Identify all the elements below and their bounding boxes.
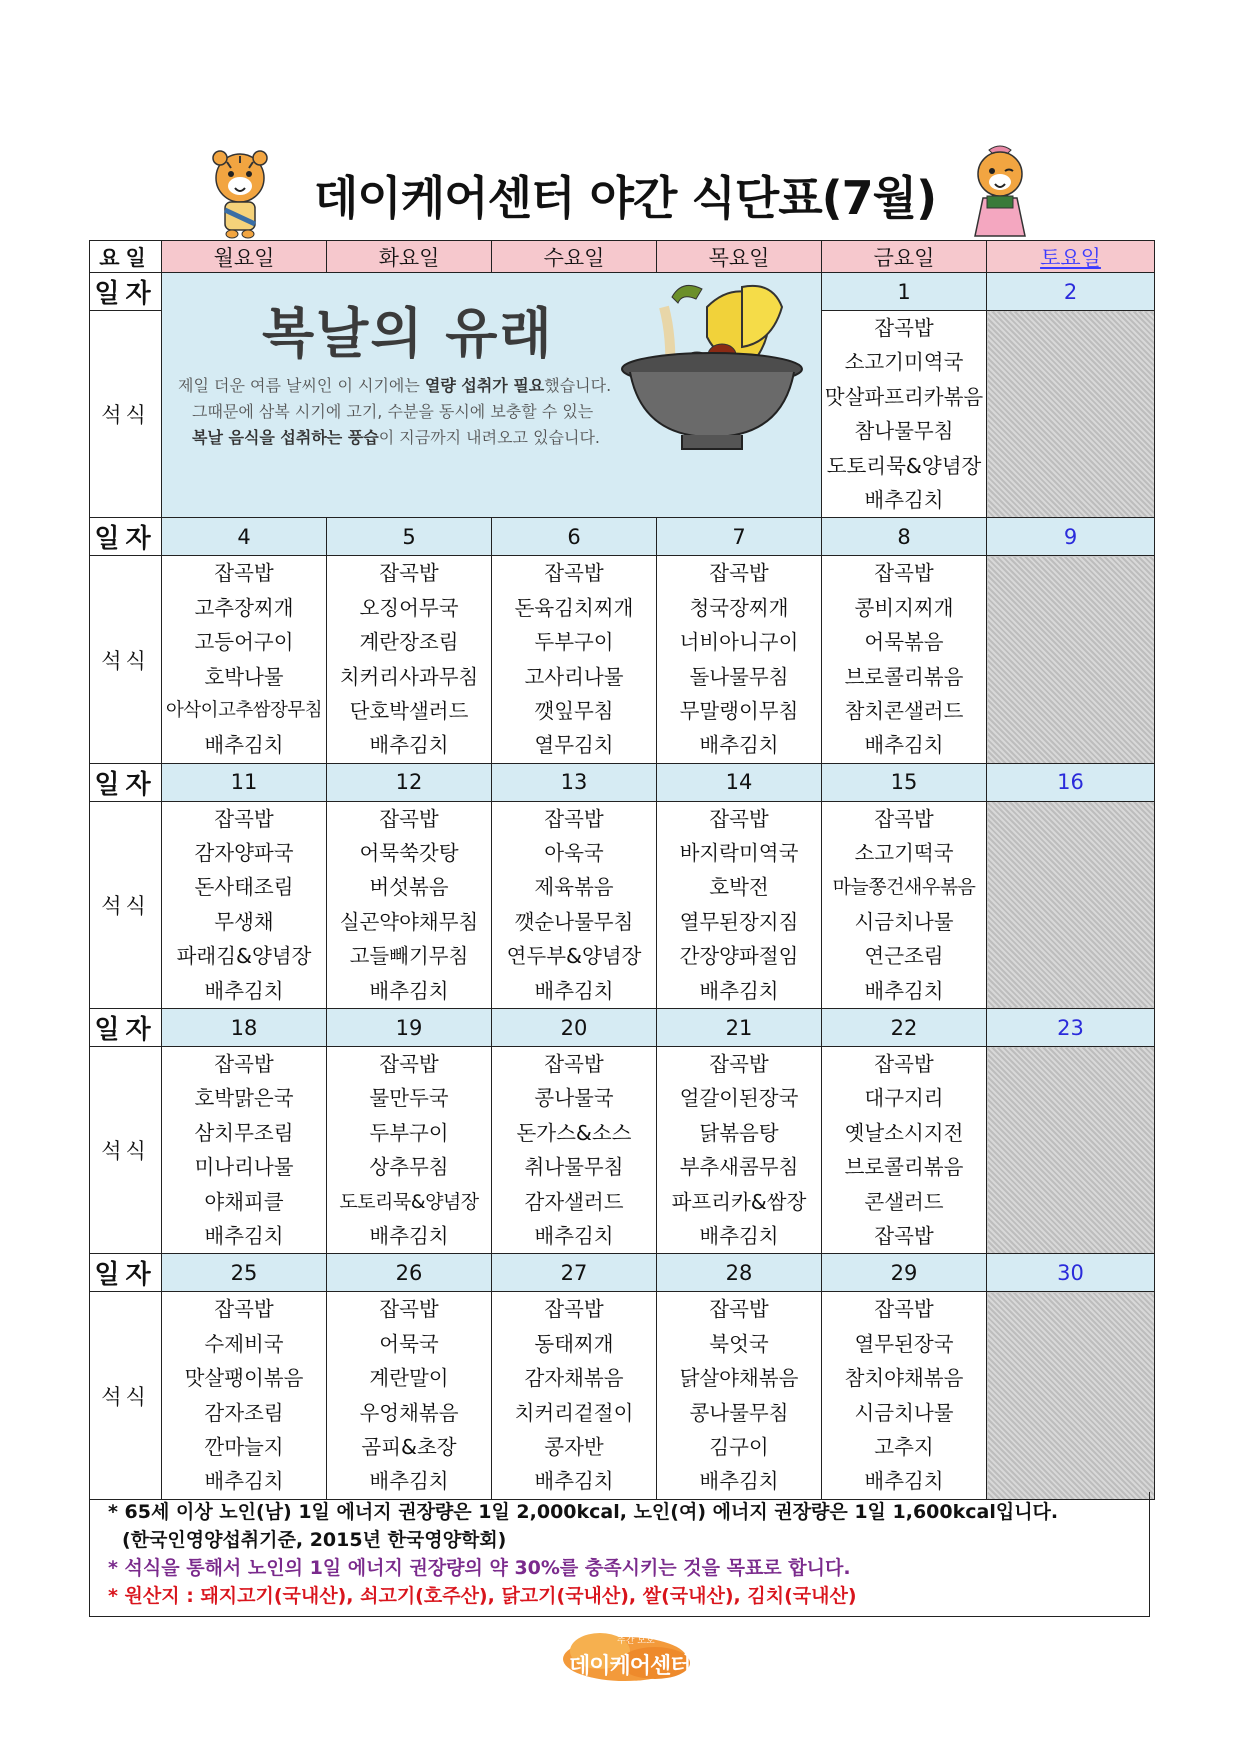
menu-item: 깻잎무침 (534, 698, 614, 723)
date-label: 일자 (90, 518, 162, 556)
date-cell: 8 (822, 518, 987, 556)
menu-item: 오징어무국 (359, 595, 459, 620)
menu-item: 콩비지찌개 (854, 595, 954, 620)
menu-item: 간장양파절임 (679, 944, 799, 969)
menu-item: 김구이 (709, 1434, 769, 1459)
menu-item: 무말랭이무침 (679, 698, 799, 723)
menu-item: 잡곡밥 (874, 806, 934, 831)
banner-line-2: 그때문에 삼복 시기에 고기, 수분을 동시에 보충할 수 있는 (192, 402, 594, 421)
meal-cell (822, 556, 987, 763)
date-cell-saturday: 2 (987, 273, 1155, 311)
meal-cell (822, 1292, 987, 1499)
menu-item: 배추김치 (369, 978, 449, 1003)
menu-item: 배추김치 (864, 733, 944, 758)
boknal-banner (162, 273, 822, 518)
menu-item: 잡곡밥 (874, 316, 934, 340)
date-cell: 7 (657, 518, 822, 556)
menu-item: 두부구이 (369, 1120, 449, 1145)
menu-item: 열무된장지짐 (679, 909, 799, 934)
header-saturday-link[interactable]: 토요일 (987, 241, 1155, 273)
menu-item: 배추김치 (204, 1469, 284, 1494)
menu-item: 잡곡밥 (214, 1052, 274, 1077)
meal-cell (327, 1047, 492, 1254)
menu-item: 소고기미역국 (844, 350, 964, 375)
menu-item: 수제비국 (204, 1331, 284, 1356)
menu-item: 브로콜리볶음 (844, 1155, 964, 1180)
menu-item: 잡곡밥 (709, 1297, 769, 1322)
menu-item: 치커리겉절이 (514, 1400, 634, 1425)
date-cell: 15 (822, 763, 987, 801)
menu-item: 콩자반 (544, 1434, 604, 1459)
date-cell: 27 (492, 1254, 657, 1292)
menu-item: 북엇국 (709, 1331, 769, 1356)
saturday-empty-cell (987, 311, 1155, 518)
menu-item: 파프리카&쌈장 (671, 1189, 807, 1214)
menu-item: 호박나물 (204, 664, 284, 689)
meal-cell (657, 1047, 822, 1254)
menu-item: 고추지 (874, 1434, 934, 1459)
menu-item: 소고기떡국 (854, 841, 954, 866)
menu-item: 연두부&양념장 (506, 944, 642, 969)
menu-item: 바지락미역국 (679, 841, 799, 866)
meal-label: 석식 (90, 1292, 162, 1499)
tiger-mascot-icon (205, 150, 275, 240)
menu-item: 잡곡밥 (874, 561, 934, 586)
page-title: 데이케어센터 야간 식단표(7월) (313, 171, 937, 225)
date-row (90, 273, 1155, 311)
note-origin: * 원산지 : 돼지고기(국내산), 쇠고기(호주산), 닭고기(국내산), 쌀(국내산), 김치(국내산) (108, 1585, 857, 1607)
date-cell: 11 (162, 763, 327, 801)
menu-item: 깐마늘지 (204, 1434, 284, 1459)
menu-item: 단호박샐러드 (349, 698, 469, 723)
date-cell-saturday: 23 (987, 1009, 1155, 1047)
menu-item: 물만두국 (369, 1086, 449, 1111)
date-cell: 12 (327, 763, 492, 801)
header-monday: 월요일 (162, 241, 327, 273)
date-cell: 13 (492, 763, 657, 801)
date-cell: 29 (822, 1254, 987, 1292)
header-thursday: 목요일 (657, 241, 822, 273)
meal-label: 석식 (90, 311, 162, 518)
menu-item: 너비아니구이 (679, 630, 799, 655)
menu-item: 도토리묵&양념장 (339, 1190, 479, 1213)
menu-item: 배추김치 (699, 733, 779, 758)
menu-item: 콩나물국 (534, 1086, 614, 1111)
meal-cell (492, 801, 657, 1008)
header-friday: 금요일 (822, 241, 987, 273)
menu-item: 닭살야채볶음 (679, 1366, 799, 1391)
menu-item: 청국장찌개 (689, 595, 789, 620)
menu-item: 깻순나물무침 (514, 909, 634, 934)
menu-item: 얼갈이된장국 (679, 1086, 799, 1111)
meal-cell (657, 801, 822, 1008)
menu-item: 잡곡밥 (544, 1297, 604, 1322)
date-row (90, 1254, 1155, 1292)
date-row (90, 1009, 1155, 1047)
meal-label: 석식 (90, 1047, 162, 1254)
menu-item: 열무된장국 (854, 1331, 954, 1356)
menu-item: 감자샐러드 (524, 1189, 624, 1214)
menu-item: 부추새콤무침 (679, 1155, 799, 1180)
menu-item: 고추장찌개 (194, 595, 294, 620)
meal-cell (657, 1292, 822, 1499)
menu-item: 잡곡밥 (709, 561, 769, 586)
menu-item: 배추김치 (864, 1469, 944, 1494)
menu-item: 돈육김치찌개 (514, 595, 634, 620)
tiger-hanbok-mascot-icon (965, 144, 1035, 240)
menu-item: 잡곡밥 (709, 1052, 769, 1077)
banner-line-1: 제일 더운 여름 날씨인 이 시기에는 열량 섭취가 필요했습니다. (178, 376, 612, 395)
daycare-logo (555, 1625, 705, 1685)
date-cell-saturday: 9 (987, 518, 1155, 556)
date-cell: 5 (327, 518, 492, 556)
saturday-empty-cell (987, 1047, 1155, 1254)
meal-row (90, 1047, 1155, 1254)
menu-item: 배추김치 (204, 978, 284, 1003)
menu-item: 배추김치 (204, 733, 284, 758)
meal-cell (492, 1047, 657, 1254)
menu-item: 잡곡밥 (544, 1052, 604, 1077)
note-goal: * 석식을 통해서 노인의 1일 에너지 권장량의 약 30%를 충족시키는 것을 목표로 합니다. (108, 1557, 851, 1579)
menu-item: 돌나물무침 (689, 664, 789, 689)
date-cell: 28 (657, 1254, 822, 1292)
menu-item: 잡곡밥 (874, 1052, 934, 1077)
menu-item: 제육볶음 (534, 875, 614, 900)
menu-item: 호박전 (709, 875, 769, 900)
menu-item: 고들빼기무침 (349, 944, 469, 969)
menu-item: 버섯볶음 (369, 875, 449, 900)
date-row (90, 763, 1155, 801)
menu-item: 계란장조림 (359, 630, 459, 655)
menu-item: 잡곡밥 (214, 561, 274, 586)
note-energy: * 65세 이상 노인(남) 1일 에너지 권장량은 1일 2,000kcal, 노인(여) 에너지 권장량은 1일 1,600kcal입니다. (108, 1501, 1059, 1523)
menu-item: 잡곡밥 (709, 806, 769, 831)
meal-cell (162, 801, 327, 1008)
weekday-header-row (90, 241, 1155, 273)
menu-item: 배추김치 (369, 733, 449, 758)
menu-item: 배추김치 (534, 1223, 614, 1248)
banner-line-3: 복날 음식을 섭취하는 풍습이 지금까지 내려오고 있습니다. (192, 428, 601, 447)
meal-label: 석식 (90, 801, 162, 1008)
menu-item: 닭볶음탕 (699, 1120, 779, 1145)
menu-item: 어묵볶음 (864, 630, 944, 655)
header-tuesday: 화요일 (327, 241, 492, 273)
menu-item: 맛살파프리카볶음 (824, 384, 984, 409)
menu-item: 잡곡밥 (874, 1223, 934, 1248)
banner-title: 복날의 유래 (262, 302, 554, 365)
date-cell: 18 (162, 1009, 327, 1047)
menu-item: 배추김치 (204, 1223, 284, 1248)
saturday-empty-cell (987, 801, 1155, 1008)
menu-item: 배추김치 (534, 978, 614, 1003)
menu-item: 연근조림 (864, 944, 944, 969)
menu-item: 참나물무침 (854, 419, 954, 444)
header-label: 요일 (90, 241, 162, 273)
menu-item: 잡곡밥 (214, 1297, 274, 1322)
menu-item: 파래김&양념장 (176, 944, 312, 969)
menu-item: 잡곡밥 (544, 806, 604, 831)
menu-item: 배추김치 (864, 487, 944, 512)
menu-item: 마늘쫑건새우볶음 (832, 876, 976, 899)
date-cell: 20 (492, 1009, 657, 1047)
menu-table (89, 240, 1155, 1500)
menu-item: 콩나물무침 (689, 1400, 789, 1425)
date-label: 일자 (90, 1254, 162, 1292)
meal-cell (327, 1292, 492, 1499)
menu-item: 계란말이 (369, 1366, 449, 1391)
date-label: 일자 (90, 1009, 162, 1047)
menu-item: 잡곡밥 (379, 1052, 439, 1077)
menu-item: 곰피&초장 (361, 1434, 457, 1459)
menu-item: 미나리나물 (194, 1155, 294, 1180)
menu-item: 시금치나물 (854, 1400, 954, 1425)
menu-item: 우엉채볶음 (359, 1400, 459, 1425)
meal-cell (327, 556, 492, 763)
meal-cell (327, 801, 492, 1008)
date-label: 일자 (90, 763, 162, 801)
menu-item: 상추무침 (369, 1155, 449, 1180)
menu-item: 배추김치 (864, 978, 944, 1003)
menu-item: 잡곡밥 (379, 806, 439, 831)
menu-item: 배추김치 (534, 1469, 614, 1494)
date-cell: 6 (492, 518, 657, 556)
menu-item: 아욱국 (544, 841, 604, 866)
date-cell: 22 (822, 1009, 987, 1047)
menu-item: 브로콜리볶음 (844, 664, 964, 689)
meal-cell (492, 556, 657, 763)
menu-item: 잡곡밥 (544, 561, 604, 586)
menu-item: 감자조림 (204, 1400, 284, 1425)
saturday-empty-cell (987, 556, 1155, 763)
menu-item: 어묵쑥갓탕 (359, 841, 459, 866)
menu-item: 감자양파국 (194, 841, 294, 866)
meal-cell (492, 1292, 657, 1499)
logo-small-text: 주간 보호 (617, 1636, 655, 1646)
note-source: (한국인영양섭취기준, 2015년 한국영양학회) (122, 1529, 507, 1551)
menu-item: 취나물무침 (524, 1155, 624, 1180)
menu-item: 배추김치 (699, 978, 779, 1003)
menu-item: 참치콘샐러드 (844, 698, 964, 723)
date-cell: 1 (822, 273, 987, 311)
menu-item: 배추김치 (699, 1469, 779, 1494)
samgyetang-pot-icon (612, 277, 812, 457)
date-cell-saturday: 30 (987, 1254, 1155, 1292)
date-cell: 4 (162, 518, 327, 556)
notes-box (89, 1492, 1150, 1617)
menu-item: 실곤약야채무침 (339, 909, 479, 934)
saturday-empty-cell (987, 1292, 1155, 1499)
meal-cell (162, 1047, 327, 1254)
meal-cell (162, 1292, 327, 1499)
title-area (0, 150, 1240, 240)
meal-cell (822, 1047, 987, 1254)
header-wednesday: 수요일 (492, 241, 657, 273)
date-cell-saturday: 16 (987, 763, 1155, 801)
meal-cell (657, 556, 822, 763)
date-label: 일자 (90, 273, 162, 311)
meal-row (90, 556, 1155, 763)
date-row (90, 518, 1155, 556)
date-cell: 26 (327, 1254, 492, 1292)
date-cell: 25 (162, 1254, 327, 1292)
menu-item: 잡곡밥 (214, 806, 274, 831)
menu-item: 아삭이고추쌈장무침 (165, 699, 323, 721)
menu-item: 잡곡밥 (874, 1297, 934, 1322)
menu-item: 치커리사과무침 (339, 664, 479, 689)
menu-item: 잡곡밥 (379, 1297, 439, 1322)
meal-row (90, 801, 1155, 1008)
meal-cell (162, 556, 327, 763)
menu-item: 어묵국 (379, 1331, 439, 1356)
meal-cell (822, 801, 987, 1008)
menu-item: 동태찌개 (534, 1331, 614, 1356)
menu-item: 잡곡밥 (379, 561, 439, 586)
menu-item: 돈가스&소스 (516, 1120, 632, 1145)
menu-item: 옛날소시지전 (844, 1120, 964, 1145)
menu-item: 맛살팽이볶음 (184, 1366, 304, 1391)
menu-item: 호박맑은국 (194, 1086, 294, 1111)
menu-item: 도토리묵&양념장 (826, 453, 982, 478)
logo-text: 데이케어센터 (569, 1654, 691, 1679)
menu-item: 배추김치 (369, 1223, 449, 1248)
menu-item: 삼치무조림 (194, 1120, 294, 1145)
menu-item: 고등어구이 (194, 630, 294, 655)
menu-item: 시금치나물 (854, 909, 954, 934)
date-cell: 19 (327, 1009, 492, 1047)
menu-item: 참치야채볶음 (844, 1366, 964, 1391)
meal-row (90, 1292, 1155, 1499)
menu-item: 배추김치 (369, 1469, 449, 1494)
menu-item: 배추김치 (699, 1223, 779, 1248)
date-cell: 21 (657, 1009, 822, 1047)
menu-item: 무생채 (214, 909, 274, 934)
meal-cell (822, 311, 987, 518)
menu-item: 대구지리 (864, 1086, 944, 1111)
menu-item: 두부구이 (534, 630, 614, 655)
menu-item: 열무김치 (534, 733, 614, 758)
date-cell: 14 (657, 763, 822, 801)
menu-item: 돈사태조림 (194, 875, 294, 900)
menu-item: 감자채볶음 (524, 1366, 624, 1391)
meal-label: 석식 (90, 556, 162, 763)
menu-item: 콘샐러드 (864, 1189, 944, 1214)
menu-item: 고사리나물 (524, 664, 624, 689)
menu-item: 야채피클 (204, 1189, 284, 1214)
